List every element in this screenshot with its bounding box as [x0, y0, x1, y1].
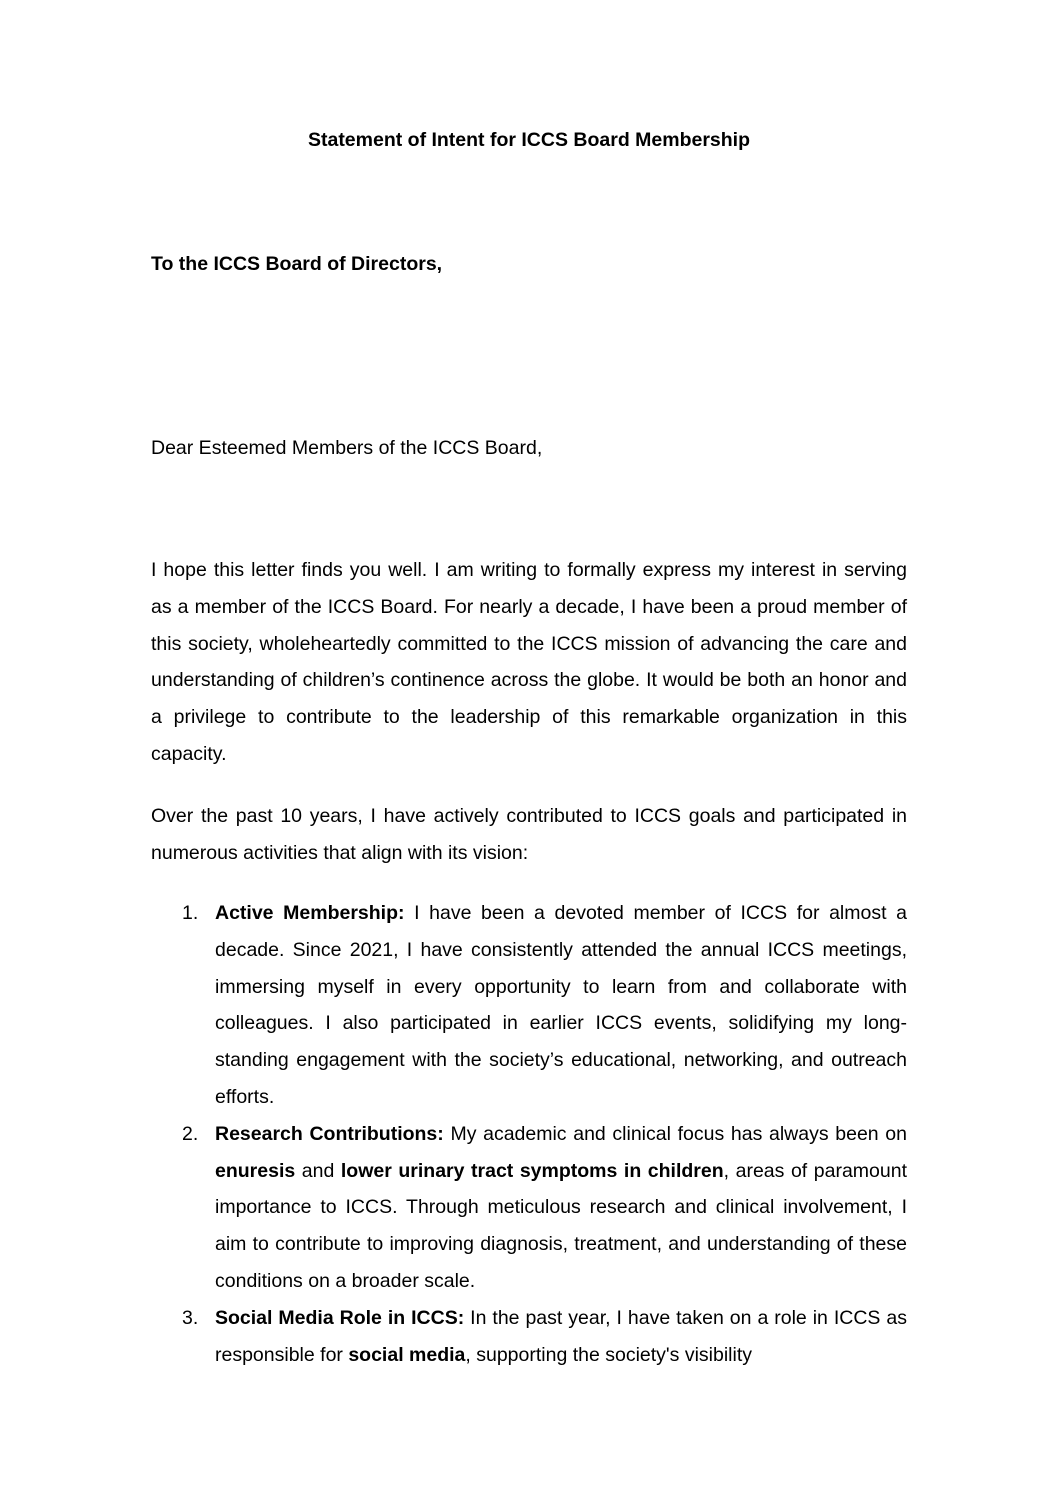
list-item: [151, 1116, 907, 1300]
emphasis-term: social media: [348, 1343, 466, 1366]
list-item: [151, 1300, 907, 1374]
list-item-number: 1.: [182, 902, 199, 924]
list-item-number: 2.: [182, 1122, 199, 1145]
list-item-text: , areas of paramount importance to ICCS. Through meticulous research and clinical involvement, I aim to contribute to improving diagnosis, treatment, and understanding of these conditions on a broader scale.: [215, 1159, 908, 1292]
list-item-heading: Social Media Role in ICCS:: [215, 1306, 465, 1329]
list-item-text: My academic and clinical focus has always been on: [443, 1122, 907, 1145]
list-item: [151, 895, 907, 1116]
addressee-line: To the ICCS Board of Directors,: [151, 253, 443, 275]
list-item-text: , supporting the society's visibility: [465, 1343, 752, 1366]
context-paragraph: Over the past 10 years, I have actively contributed to ICCS goals and participated in numerous activities that align with its vision:: [151, 805, 907, 864]
list-item-heading: Research Contributions:: [215, 1122, 444, 1145]
list-item-text: and: [295, 1159, 341, 1182]
salutation-line: Dear Esteemed Members of the ICCS Board,: [151, 437, 543, 459]
document-title: Statement of Intent for ICCS Board Membership: [307, 129, 751, 151]
emphasis-term: lower urinary tract symptoms in children: [340, 1159, 724, 1182]
list-item-heading: Active Membership:: [215, 902, 405, 924]
contributions-list: [151, 895, 907, 1373]
intro-paragraph: I hope this letter finds you well. I am writing to formally express my interest in serving as a member of the ICCS Board. For nearly a decade, I have been a proud member of this society, wholeheartedly committed to the ICCS mission of advancing the care and understanding of children’s continence across the globe. It would be both an honor and a privilege to contribute to the leadership of this remarkable organization in this capacity.: [151, 559, 907, 765]
list-item-text: I have been a devoted member of ICCS for almost a decade. Since 2021, I have consistently attended the annual ICCS meetings, immersing myself in every opportunity to learn from and collaborate with colleagues. I also participated in earlier ICCS events, solidifying my long-standing engagement with the society’s educational, networking, and outreach efforts.: [215, 902, 907, 1108]
emphasis-term: enuresis: [215, 1159, 296, 1182]
list-item-text: In the past year, I have taken on a role in ICCS as responsible for: [215, 1306, 907, 1366]
list-item-number: 3.: [182, 1306, 199, 1329]
